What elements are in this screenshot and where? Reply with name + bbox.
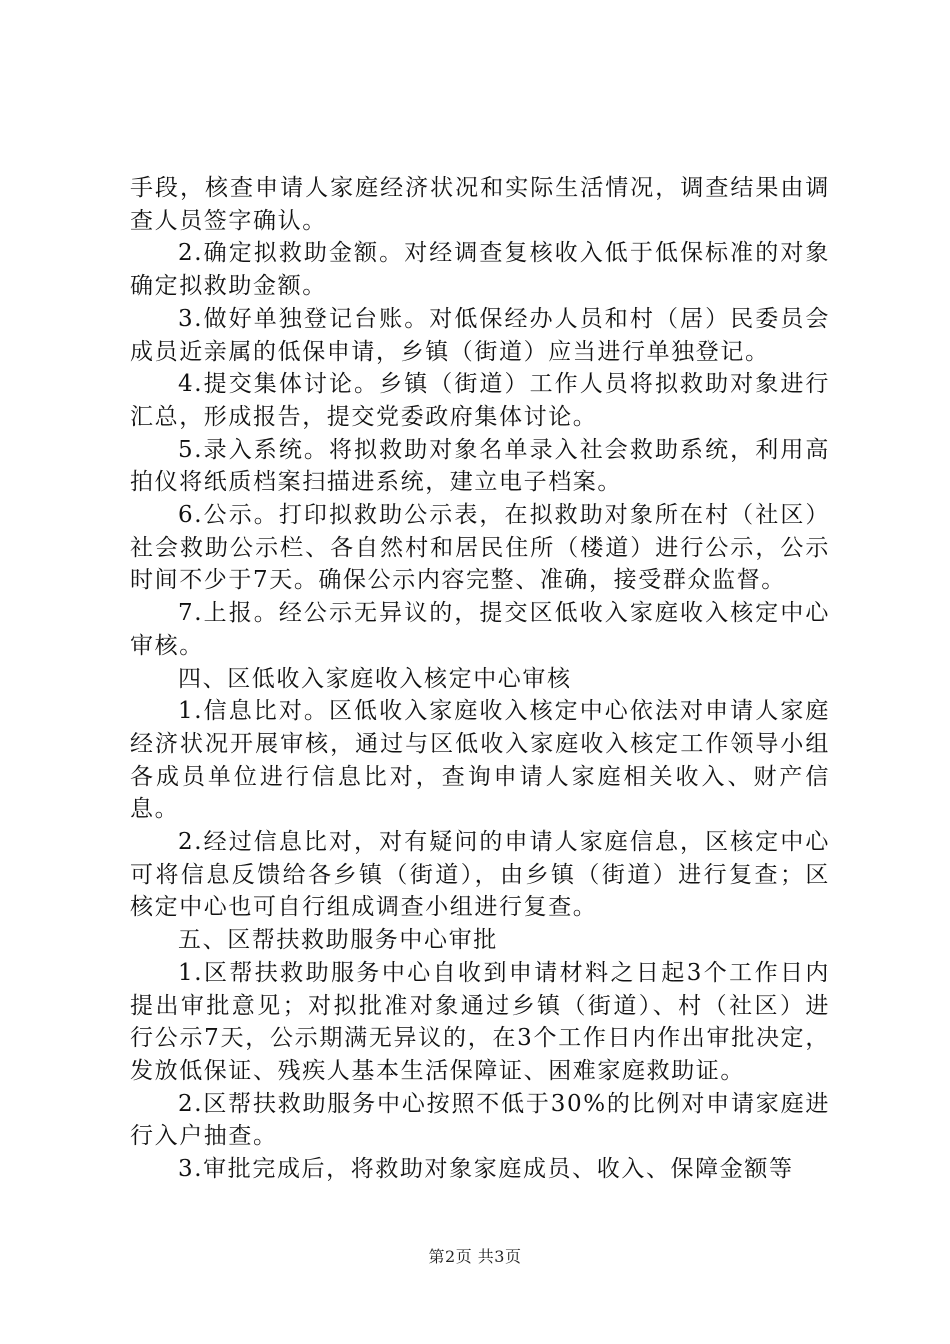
- paragraph-item-7-report: 7.上报。经公示无异议的，提交区低收入家庭收入核定中心审核。: [130, 600, 830, 659]
- paragraph-item-3-after-approval: 3.审批完成后，将救助对象家庭成员、收入、保障金额等: [178, 1156, 794, 1183]
- paragraph-item-1-info-comparison: 1.信息比对。区低收入家庭收入核定中心依法对申请人家庭经济状况开展审核，通过与区低收入家庭收入核定工作领导小组各成员单位进行信息比对，查询申请人家庭相关收入、财产信息。: [130, 698, 830, 823]
- paragraph-item-2-spot-check: 2.区帮扶救助服务中心按照不低于30%的比例对申请家庭进行入户抽查。: [130, 1090, 830, 1150]
- paragraph-item-1-approval: 1.区帮扶救助服务中心自收到申请材料之日起3个工作日内提出审批意见；对拟批准对象通过乡镇（街道）、村（社区）进行公示7天，公示期满无异议的，在3个工作日内作出审批决定，发放低保证、残疾人基本生活保障证、困难家庭救助证。: [130, 959, 830, 1084]
- paragraph-item-3-separate-register: 3.做好单独登记台账。对低保经办人员和村（居）民委员会成员近亲属的低保申请，乡镇（街道）应当进行单独登记。: [130, 305, 830, 365]
- document-body: [130, 172, 830, 1186]
- paragraph-continuation: 手段，核查申请人家庭经济状况和实际生活情况，调查结果由调查人员签字确认。: [130, 175, 830, 234]
- paragraph-item-2-determine-amount: 2.确定拟救助金额。对经调查复核收入低于低保标准的对象确定拟救助金额。: [130, 240, 830, 300]
- paragraph-item-4-collective-discussion: 4.提交集体讨论。乡镇（街道）工作人员将拟救助对象进行汇总，形成报告，提交党委政府集体讨论。: [130, 371, 830, 430]
- paragraph-item-2-recheck: 2.经过信息比对，对有疑问的申请人家庭信息，区核定中心可将信息反馈给各乡镇（街道），由乡镇（街道）进行复查；区核定中心也可自行组成调查小组进行复查。: [130, 829, 830, 921]
- paragraph-item-5-system-entry: 5.录入系统。将拟救助对象名单录入社会救助系统，利用高拍仪将纸质档案扫描进系统，建立电子档案。: [130, 436, 830, 496]
- page-number-footer: 第2页 共3页: [428, 1247, 522, 1266]
- section-heading-5: 五、区帮扶救助服务中心审批: [178, 927, 498, 954]
- paragraph-item-6-publicity: 6.公示。打印拟救助公示表，在拟救助对象所在村（社区）社会救助公示栏、各自然村和居民住所（楼道）进行公示，公示时间不少于7天。确保公示内容完整、准确，接受群众监督。: [130, 502, 830, 594]
- section-heading-4: 四、区低收入家庭收入核定中心审核: [178, 665, 572, 692]
